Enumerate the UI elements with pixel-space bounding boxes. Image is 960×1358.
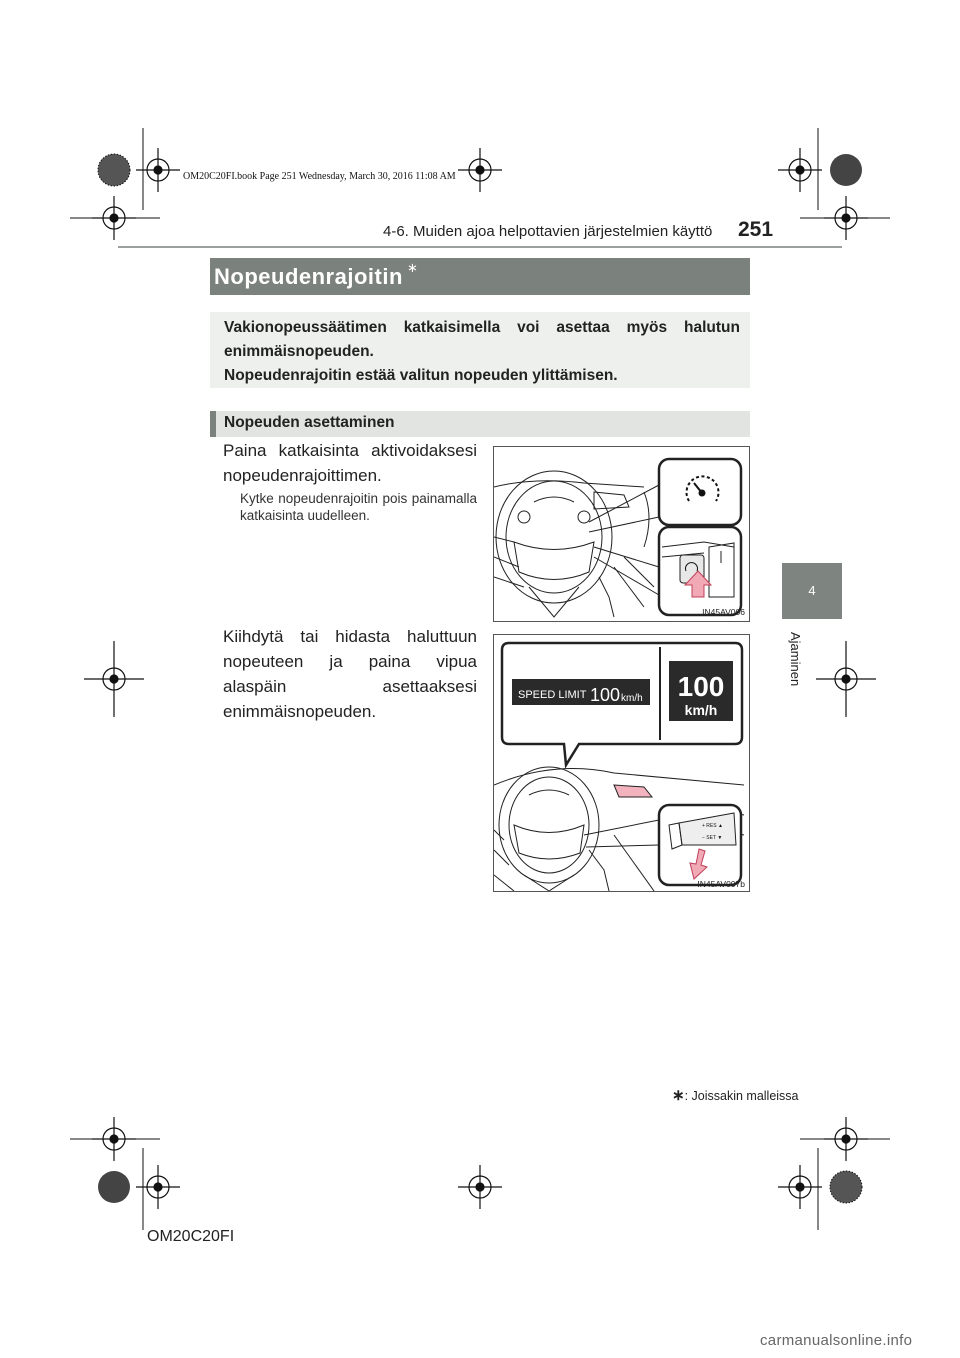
- speed-limit-label: SPEED LIMIT: [518, 689, 587, 701]
- page-title-bar: [210, 258, 750, 295]
- footer-code: OM20C20FI: [147, 1228, 235, 1245]
- figure-2-code: IN45AV007b: [697, 879, 745, 889]
- chapter-tab: [782, 563, 842, 619]
- section-title: 4-6. Muiden ajoa helpottavien järjestelmien käyttö: [383, 223, 713, 240]
- figure-2: [493, 634, 750, 892]
- display-unit-large: km/h: [684, 702, 718, 718]
- step-2-text: Kiihdytä tai hidasta haluttuun nopeuteen ja paina vipua alaspäin asettaaksesi enimmäisnopeuden.: [223, 627, 477, 721]
- footnote-marker: ∗: [672, 1087, 685, 1104]
- step-1-text: Paina katkaisinta aktivoidaksesi nopeudenrajoittimen.: [223, 441, 477, 485]
- lever-set-label: − SET ▼: [702, 835, 723, 841]
- page-number: 251: [738, 218, 774, 241]
- footnote-text: : Joissakin malleissa: [684, 1089, 799, 1103]
- lever-res-label: + RES ▲: [702, 823, 723, 829]
- footnote: [672, 1086, 799, 1104]
- figure-1-drawing: [494, 447, 749, 621]
- subsection-title: Nopeuden asettaminen: [224, 414, 395, 431]
- subsection-accent: [210, 411, 216, 437]
- figure-1: [493, 446, 750, 622]
- intro-box: [210, 312, 750, 388]
- chapter-number: 4: [808, 583, 816, 598]
- intro-line-1: Vakionopeussäätimen katkaisimella voi asettaa myös halutun enimmäisnopeuden.: [224, 319, 740, 360]
- step-1-note: Kytke nopeudenrajoitin pois painamalla katkaisinta uudelleen.: [240, 491, 477, 523]
- subsection-bar: [210, 411, 750, 437]
- watermark: carmanualsonline.info: [760, 1332, 913, 1349]
- display-speed-small: 100: [590, 685, 621, 705]
- header-rule: [118, 246, 842, 248]
- figure-2-drawing: [494, 635, 749, 891]
- title-marker: ∗: [407, 260, 419, 275]
- display-speed-large: 100: [677, 671, 725, 702]
- display-unit-small: km/h: [621, 693, 643, 704]
- page-title: Nopeudenrajoitin: [214, 264, 403, 289]
- figure-1-code: IN45AV006: [702, 607, 745, 617]
- chapter-label: Ajaminen: [788, 632, 803, 687]
- intro-line-2: Nopeudenrajoitin estää valitun nopeuden ylittämisen.: [224, 367, 618, 384]
- book-info: OM20C20FI.book Page 251 Wednesday, March 30, 2016 11:08 AM: [183, 171, 456, 182]
